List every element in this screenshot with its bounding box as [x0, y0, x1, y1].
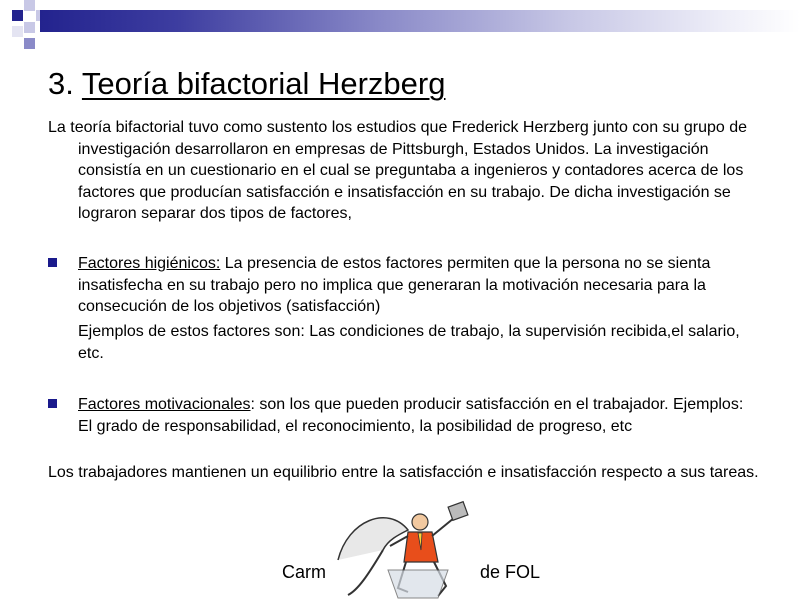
square-bullet-icon	[48, 258, 57, 267]
bullet-body: : son los que pueden producir satisfacción en el trabajador. Ejemplos: El grado de responsabilidad, el reconocimiento, la posibilidad de progreso, etc	[78, 396, 744, 435]
deco-square	[24, 22, 35, 33]
footer-text-right: de FOL	[480, 562, 541, 582]
jumping-businessman-clipart	[328, 500, 478, 600]
title-text: Teoría bifactorial Herzberg	[81, 66, 446, 101]
deco-square	[12, 26, 23, 37]
bullet-text	[78, 253, 760, 318]
deco-square	[24, 38, 35, 49]
conclusion-paragraph: Los trabajadores mantienen un equilibrio entre la satisfacción e insatisfacción respecto a sus tareas.	[48, 464, 759, 481]
intro-paragraph: La teoría bifactorial tuvo como sustento los estudios que Frederick Herzberg junto con su grupo de investigación desarrollaron en empresas de Pittsburgh, Estados Unidos. La investigación consistía en un cuestionario en el cual se preguntaba a ingenieros y contadores acerca de los factores que producían satisfacción e insatisfacción en su trabajo. De dicha investigación se lograron separar dos tipos de factores,	[48, 119, 748, 222]
bullet-heading: Factores higiénicos:	[78, 255, 221, 272]
bullet-heading: Factores motivacionales	[78, 396, 251, 413]
title-number: 3.	[48, 66, 74, 101]
deco-square	[24, 0, 35, 11]
bullet-body: La presencia de estos factores permiten que la persona no se sienta insatisfecha en su trabajo pero no implica que generaran la motivación necesaria para la consecución de los objetivos (satisfacción)	[78, 255, 711, 315]
slide-title	[48, 66, 445, 102]
examples-paragraph: Ejemplos de estos factores son: Las condiciones de trabajo, la supervisión recibida,el salario, etc.	[78, 323, 740, 362]
deco-square	[12, 10, 23, 21]
header-decoration	[0, 0, 800, 50]
bullet-text	[78, 394, 760, 437]
header-gradient-bar	[40, 10, 800, 32]
footer-text-left: Carm	[282, 562, 326, 582]
square-bullet-icon	[48, 399, 57, 408]
